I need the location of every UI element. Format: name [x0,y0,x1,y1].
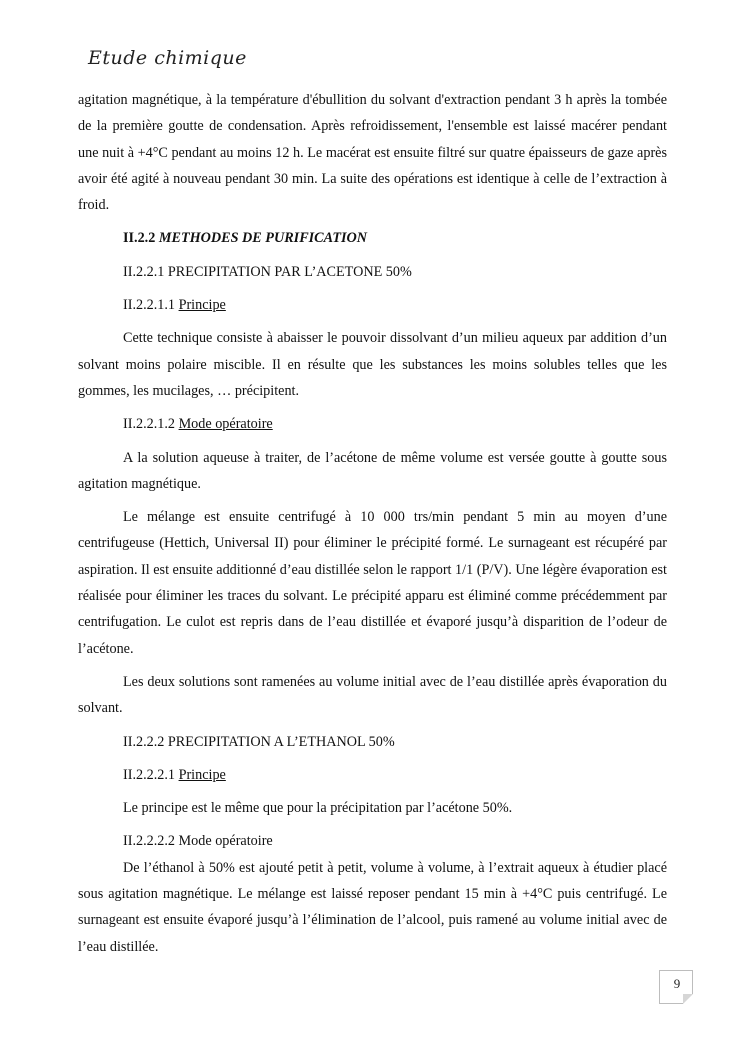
subsection-heading-ethanol: II.2.2.2 PRECIPITATION A L’ETHANOL 50% [123,733,395,750]
subsubsection-heading-principe [78,292,667,318]
section-heading-methodes-purification [78,225,667,251]
subsubsection-title: Principe [178,297,226,314]
subsubsection-number: II.2.2.1.2 [123,416,176,433]
paragraph-mode-ethanol: De l’éthanol à 50% est ajouté petit à petit, volume à volume, à l’extrait aqueux à étudier placé sous agitation magnétique. Le mélange est laissé reposer pendant 15 min à +4°C puis centrifugé. Le surnageant est ensuite évaporé jusqu’à l’élimination de l’alcool, puis ramené au volume initial avec de l’eau distillée. [78,859,667,955]
page-curl-icon [683,994,693,1004]
subsubsection-number: II.2.2.1.1 [123,297,176,314]
subsubsection-heading-mode-ethanol: II.2.2.2.2 Mode opératoire [123,833,273,850]
paragraph-principe-acetone: Cette technique consiste à abaisser le pouvoir dissolvant d’un milieu aqueux par addition d’un solvant moins polaire miscible. Il en résulte que les substances les moins solubles telles que les gommes, les mucilages, … précipitent. [78,330,667,399]
paragraph-principe-ethanol: Le principe est le même que pour la précipitation par l’acétone 50%. [123,800,513,817]
subsection-heading-acetone: II.2.2.1 PRECIPITATION PAR L’ACETONE 50% [123,263,412,280]
page-body [78,87,667,960]
paragraph-mode-acetone-1: A la solution aqueuse à traiter, de l’acétone de même volume est versée goutte à goutte sous agitation magnétique. [78,449,667,492]
paragraph-mode-acetone-2: Le mélange est ensuite centrifugé à 10 000 trs/min pendant 5 min au moyen d’une centrifugeuse (Hettich, Universal II) pour éliminer le précipité formé. Le surnageant est récupéré par aspiration. Il est ensuite additionné d’eau distillée selon le rapport 1/1 (P/V). Une légère évaporation est réalisée pour éliminer les traces du solvant. Le précipité apparu est éliminé comme précédemment par centrifugation. Le culot est repris dans de l’eau distillée et évaporé jusqu’à disparition de l’odeur de l’acétone. [78,509,667,657]
page-number-box [659,970,693,1004]
subsubsection-title: Principe [178,766,226,783]
paragraph-mode-acetone-3: Les deux solutions sont ramenées au volume initial avec de l’eau distillée après évaporation du solvant. [78,673,667,717]
subsubsection-title: Mode opératoire [178,416,273,433]
section-title: METHODES DE PURIFICATION [158,230,368,247]
subsubsection-number: II.2.2.2.1 [123,766,176,783]
section-number: II.2.2 [123,230,156,247]
running-header-title: Etude chimique [88,47,247,69]
subsubsection-heading-principe-ethanol [78,762,667,788]
subsubsection-heading-mode-operatoire [78,411,667,437]
paragraph-extraction-continued: agitation magnétique, à la température d'ébullition du solvant d'extraction pendant 3 h après la tombée de la première goutte de condensation. Après refroidissement, l'ensemble est laissé macérer pendant une nuit à +4°C pendant au moins 12 h. Le macérat est ensuite filtré sur quatre épaisseurs de gaze après avoir été agité à nouveau pendant 30 min. La suite des opérations est identique à celle de l’extraction à froid. [78,92,667,214]
page-number: 9 [673,976,681,991]
